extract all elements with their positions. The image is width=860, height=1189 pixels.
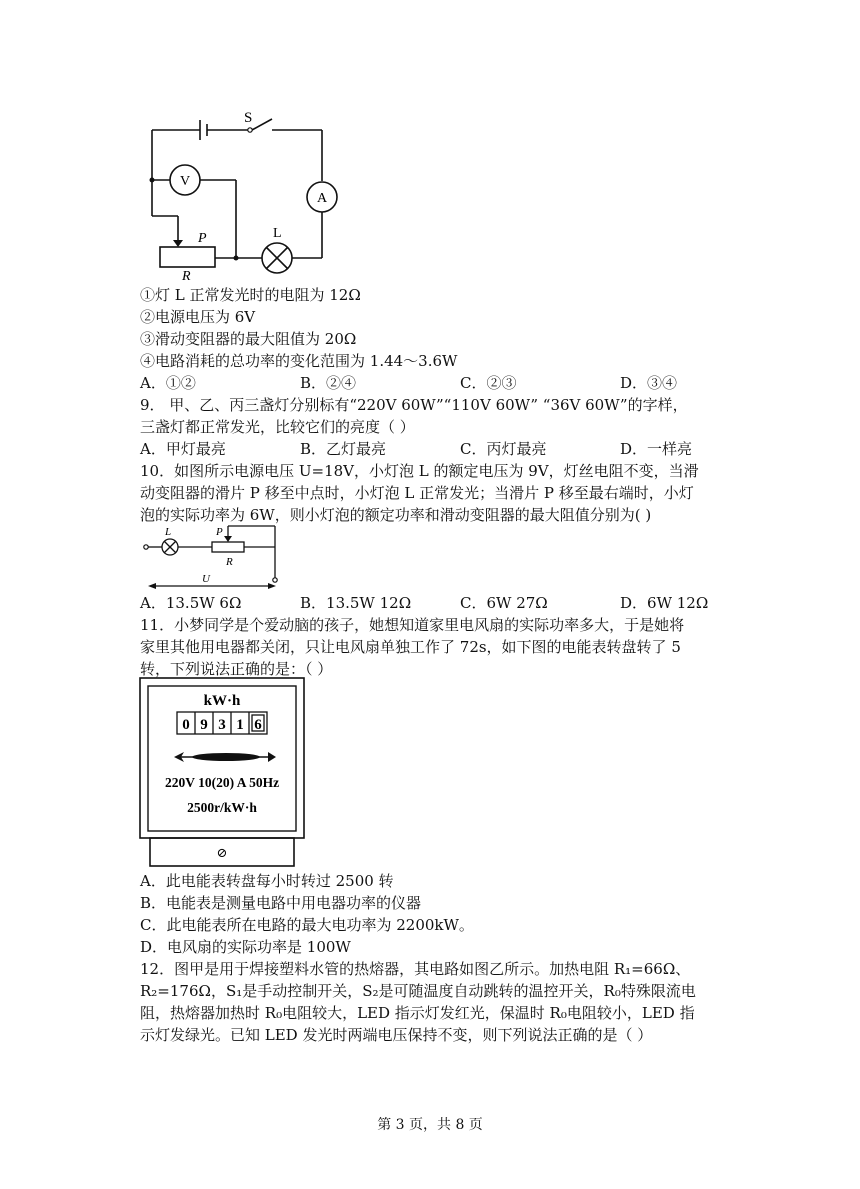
q8-option-d: D．③④ [620,374,678,392]
q11-stem-2: 家里其他用电器都关闭，只让电风扇单独工作了 72s，如下图的电能表转盘转了 5 [140,638,681,656]
q10-option-d: D．6W 12Ω [620,594,709,612]
circuit-figure-1 [140,110,340,282]
q11-stem-1: 11．小梦同学是个爱动脑的孩子，她想知道家里电风扇的实际功率多大，于是她将 [140,616,685,634]
q11-option-d: D．电风扇的实际功率是 100W [140,938,351,956]
q10-stem-1: 10．如图所示电源电压 U=18V，小灯泡 L 的额定电压为 9V，灯丝电阻不变，当滑 [140,462,699,480]
q9-stem-2: 三盏灯都正常发光，比较它们的亮度（ ） [140,418,415,436]
meter-rotating-disc-indicator [174,752,276,762]
meter-digit: 1 [236,717,244,733]
q10-option-a: A．13.5W 6Ω [140,594,242,612]
q12-stem-3: 阻，热熔器加热时 R₀电阻较大，LED 指示灯发红光，保温时 R₀电阻较小，LED 指 [140,1004,695,1022]
q9-option-b: B．乙灯最亮 [300,440,387,458]
lamp-label: L [273,226,282,241]
page-footer: 第 3 页，共 8 页 [377,1117,483,1133]
q8-item-1: ①灯 L 正常发光时的电阻为 12Ω [140,286,361,304]
meter-spec: 220V 10(20) A 50Hz [164,775,280,790]
ammeter-label: A [317,191,328,206]
electric-meter-figure [138,676,306,872]
q10-option-c: C．6W 27Ω [460,594,548,612]
meter-revolutions: 2500r/kW·h [187,800,257,815]
q9-option-c: C．丙灯最亮 [460,440,547,458]
q11-option-a: A．此电能表转盘每小时转过 2500 转 [140,872,394,890]
meter-screw-icon: ⊘ [216,845,228,860]
fig2-lamp-label: L [165,526,172,538]
voltmeter-label: V [180,174,191,189]
meter-digit: 0 [182,717,190,733]
q8-item-4: ④电路消耗的总功率的变化范围为 1.44～3.6W [140,352,458,370]
q8-option-c: C．②③ [460,374,517,392]
fig2-slider-label: P [216,526,223,538]
circuit-figure-2 [140,522,285,594]
q8-item-2: ②电源电压为 6V [140,308,256,326]
q9-option-d: D．一样亮 [620,440,693,458]
fig2-rheostat-label: R [226,556,233,568]
q9-stem-1: 9． 甲、乙、丙三盏灯分别标有“220V 60W”“110V 60W” “36V 60W”的字样， [140,396,688,414]
fig2-voltage-label: U [202,573,210,585]
q10-option-b: B．13.5W 12Ω [300,594,412,612]
q11-option-c: C．此电能表所在电路的最大电功率为 2200kW。 [140,916,474,934]
q10-stem-3: 泡的实际功率为 6W，则小灯泡的额定功率和滑动变阻器的最大阻值分别为( ) [140,506,652,524]
q8-item-3: ③滑动变阻器的最大阻值为 20Ω [140,330,357,348]
slider-label: P [198,231,207,246]
q8-option-b: B．②④ [300,374,357,392]
q8-option-a: A．①② [140,374,196,392]
meter-digit: 9 [200,717,208,733]
switch-label: S [244,110,253,126]
rheostat-label: R [182,269,191,282]
meter-digit-last: 6 [254,717,262,733]
q11-stem-3: 转，下列说法正确的是：（ ） [140,660,333,678]
meter-unit: kW·h [203,693,241,709]
q11-option-b: B．电能表是测量电路中用电器功率的仪器 [140,894,422,912]
q9-option-a: A．甲灯最亮 [140,440,226,458]
q12-stem-1: 12．图甲是用于焊接塑料水管的热熔器，其电路如图乙所示。加热电阻 R₁=66Ω、 [140,960,691,978]
q12-stem-2: R₂=176Ω，S₁是手动控制开关，S₂是可随温度自动跳转的温控开关，R₀特殊限流电 [140,982,696,1000]
meter-digit: 3 [218,717,226,733]
q10-stem-2: 动变阻器的滑片 P 移至中点时，小灯泡 L 正常发光；当滑片 P 移至最右端时，小灯 [140,484,694,502]
q12-stem-4: 示灯发绿光。已知 LED 发光时两端电压保持不变，则下列说法正确的是（ ） [140,1026,653,1044]
